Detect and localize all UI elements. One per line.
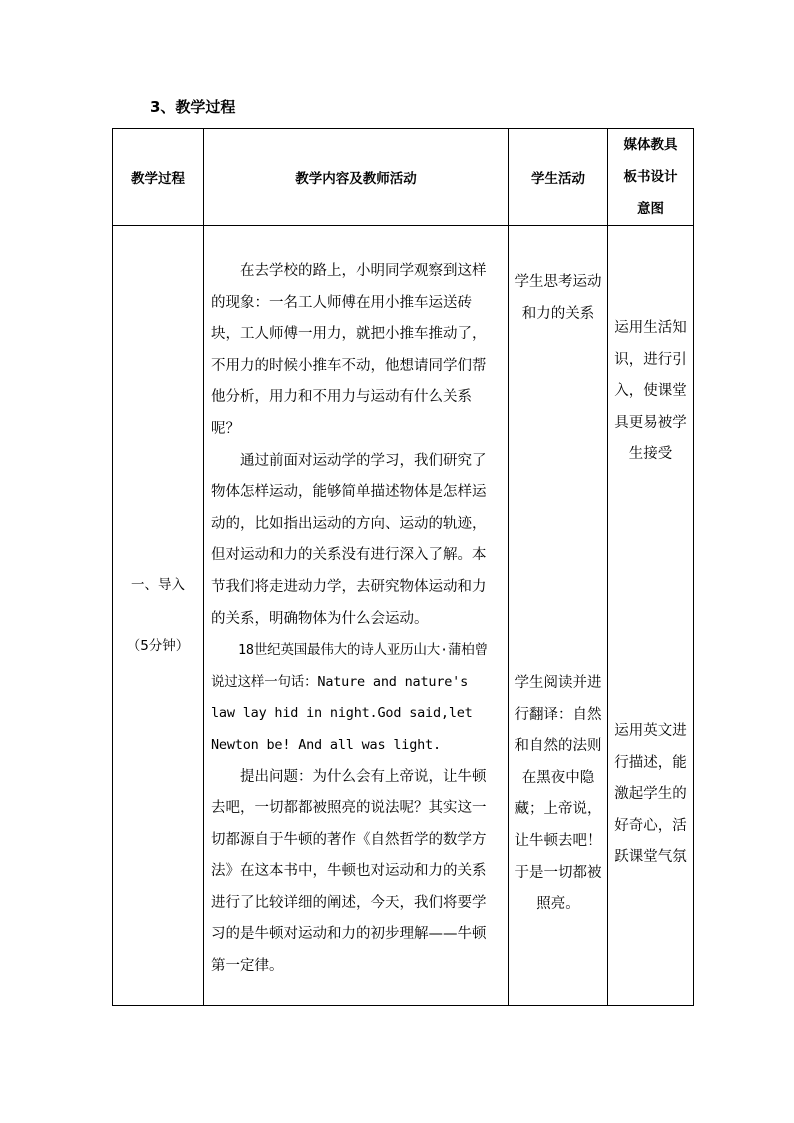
header-process: 教学过程 — [113, 129, 204, 226]
student-activity-1: 学生思考运动和力的关系 — [514, 274, 602, 322]
stage-duration: （5分钟） — [126, 638, 190, 654]
header-media-line1: 媒体教具 — [623, 137, 678, 153]
header-content: 教学内容及教师活动 — [204, 129, 509, 226]
student-activity-2: 学生阅读并进行翻译：自然和自然的法则在黑夜中隐藏；上帝说，让牛顿去吧！于是一切都被照亮。 — [514, 675, 602, 913]
table-header-row — [113, 129, 694, 226]
header-media — [608, 129, 694, 226]
header-media-line2: 板书设计 — [623, 169, 678, 185]
header-media-line3: 意图 — [637, 201, 664, 217]
media-intent-2: 运用英文进行描述，能激起学生的好奇心，活跃课堂气氛 — [614, 723, 687, 866]
student-activity-cell — [509, 226, 608, 1006]
media-intent-1: 运用生活知识，进行引入，使课堂具更易被学生接受 — [614, 320, 687, 463]
stage-cell — [113, 226, 204, 1006]
content-paragraph: 在去学校的路上，小明同学观察到这样的现象：一名工人师傅在用小推车运送砖块，工人师傅一用力，就把小推车推动了，不用力的时候小推车不动，他想请同学们帮他分析，用力和不用力与运动有什么关系呢？ — [211, 263, 487, 437]
teaching-process-table — [112, 128, 694, 1006]
header-student: 学生活动 — [509, 129, 608, 226]
stage-name: 一、导入 — [131, 577, 185, 593]
section-title: 3、教学过程 — [150, 98, 236, 116]
table-row-intro — [113, 226, 694, 1006]
content-paragraph-quote: 18世纪英国最伟大的诗人亚历山大·蒲柏曾说过这样一句话：Nature and nature's law lay hid in night.God said,let Newton be! And all was light. — [211, 642, 488, 753]
media-cell — [608, 226, 694, 1006]
content-cell — [204, 226, 509, 1006]
content-paragraph: 提出问题：为什么会有上帝说，让牛顿去吧，一切都都被照亮的说法呢？其实这一切都源自于牛顿的著作《自然哲学的数学方法》在这本书中，牛顿也对运动和力的关系进行了比较详细的阐述，今天，我们将要学习的是牛顿对运动和力的初步理解——牛顿第一定律。 — [211, 768, 487, 975]
content-paragraph: 通过前面对运动学的学习，我们研究了物体怎样运动，能够简单描述物体是怎样运动的，比如指出运动的方向、运动的轨迹，但对运动和力的关系没有进行深入了解。本节我们将走进动力学，去研究物体运动和力的关系，明确物体为什么会运动。 — [211, 452, 487, 627]
